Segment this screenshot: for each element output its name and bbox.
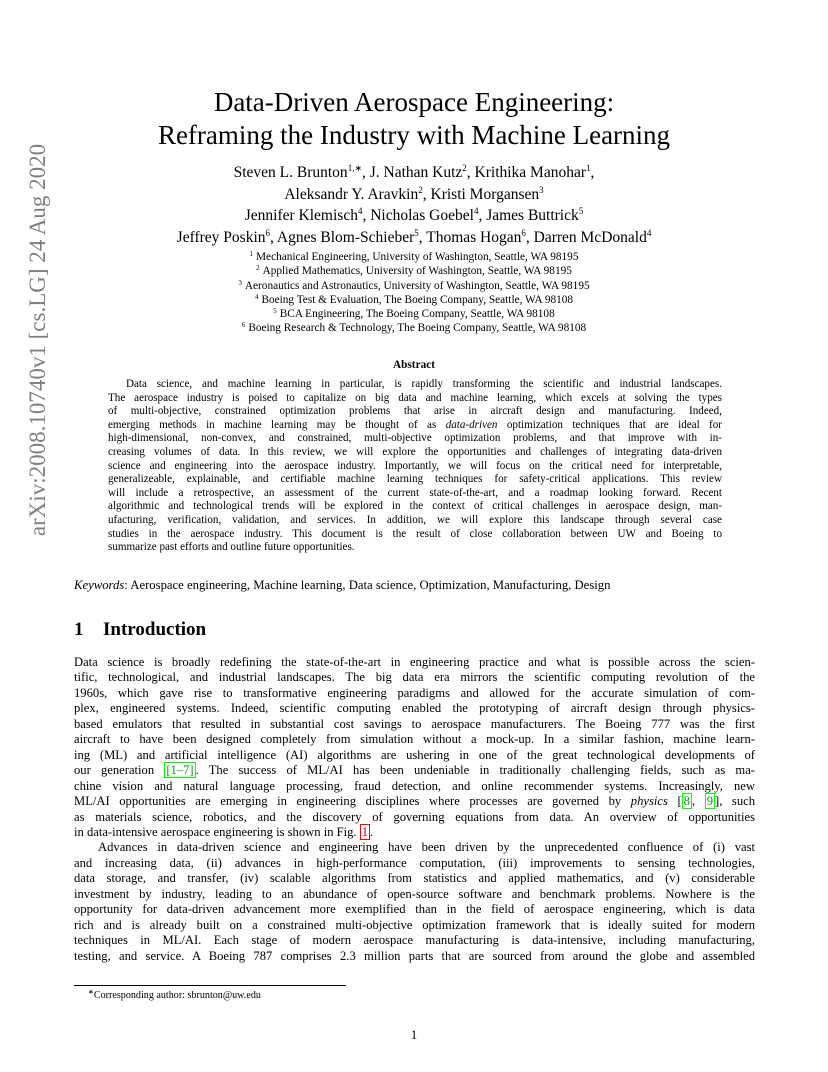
- author-affil-sup: 6: [521, 227, 526, 238]
- affiliation-item: $^3$ Aeronautics and Astronautics, University of Washington, Seattle, WA 98195: [238, 278, 590, 292]
- body-line: in data-intensive aerospace engineering is shown in Fig. 1 .: [74, 824, 374, 839]
- affiliation-item: $^2$ Applied Mathematics, University of Washington, Seattle, WA 98195: [256, 264, 572, 278]
- author-line-2: Aleksandr Y. Aravkin$^2$, Kristi Morgansen$^3$: [284, 184, 544, 203]
- figure-reference-link[interactable]: 1: [361, 824, 369, 839]
- author-affil-sup: 3: [539, 184, 544, 195]
- author-affil-sup: 1: [586, 163, 591, 173]
- section-number: 1: [74, 619, 84, 640]
- body-line: chine vision and natural language processing, fraud detection, and online recommender systems. Increasingly, new: [74, 778, 755, 793]
- emphasis-data-driven: data-driven: [445, 418, 498, 431]
- abstract-line: generalizeable, explainable, and certifiable machine learning techniques for safety-critical applications. This review: [108, 473, 722, 486]
- citation-link[interactable]: 8: [683, 794, 690, 809]
- abstract-line: studies in the aerospace industry. This document is the result of close collaboration between UW and Boeing to: [108, 527, 722, 540]
- body-line: aircraft to have been designed completely from simulation without a mock-up. In a similar fashion, machine learn-: [74, 732, 755, 747]
- author-affil-sup: 4: [357, 206, 363, 216]
- section-title: Introduction: [103, 619, 207, 640]
- citation-link[interactable]: 9: [706, 794, 713, 809]
- author-affil-sup: 1,∗: [347, 163, 362, 173]
- body-line: ing (ML) and artificial intelligence (AI) algorithms are ushering in one of the great technological developments of: [74, 747, 755, 762]
- abstract-line: of multi-objective, constrained optimization problems that arise in aircraft design and manufacturing. Indeed,: [108, 405, 722, 418]
- body-line: tific, technological, and industrial landscapes. The big data era mirrors the scientific computing revolution of the: [74, 670, 755, 685]
- author-affil-sup: 5: [414, 227, 419, 238]
- author-affil-sup: 2: [418, 184, 423, 195]
- affiliation-list: [80, 251, 748, 337]
- abstract-line: science and engineering into the aerospace industry. Importantly, we will focus on the critical need for interpretable,: [108, 459, 722, 472]
- author-affil-sup: 2: [462, 163, 467, 173]
- body-line: 1960s, which gave rise to transformative engineering paradigms and allowed for the accurate simulation of com-: [74, 685, 755, 700]
- abstract-line: The aerospace industry is poised to capitalize on big data and machine learning, which excels at solving the types: [108, 391, 722, 404]
- body-line: techniques in ML/AI. Each stage of modern aerospace manufacturing is data-intensive, including manufacturing,: [74, 933, 755, 948]
- author-affil-sup: 4: [646, 227, 652, 238]
- title-line-2: Reframing the Industry with Machine Learning: [157, 120, 671, 150]
- author-name: Agnes Blom-Schieber: [276, 228, 415, 246]
- author-name: James Buttrick: [486, 207, 579, 224]
- author-name: Aleksandr Y. Aravkin: [284, 185, 419, 203]
- abstract-line: creasing volumes of data. In this review, we will explore the opportunities and challenges of integrating data-driven: [108, 445, 722, 458]
- author-name: Jennifer Klemisch: [244, 207, 358, 224]
- keywords-label: Keywords: [74, 578, 125, 592]
- title-line-1: Data-Driven Aerospace Engineering:: [213, 87, 615, 117]
- keywords: [74, 578, 610, 593]
- author-name: J. Nathan Kutz: [369, 164, 463, 181]
- author-name: Steven L. Brunton: [233, 164, 348, 181]
- body-line: our generation [1–7] . The success of ML/AI has been undeniable in traditionally challenging fields, such as ma-: [74, 763, 756, 778]
- author-name: Thomas Hogan: [426, 228, 522, 246]
- author-name: Darren McDonald: [533, 228, 647, 246]
- abstract-line: high-dimensional, non-convex, and constrained, multi-objective optimization problems, and that improve with in-: [108, 432, 722, 445]
- footnote-rule: [74, 985, 346, 986]
- author-affil-sup: 6: [265, 227, 271, 238]
- body-line: investment by industry, leading to an abundance of open-source software and benchmark problems. Nowhere is the: [74, 886, 755, 901]
- abstract-line: ufacturing, verification, validation, and services. In addition, we will explore this landscape through several case: [108, 513, 722, 526]
- section-heading: [74, 619, 206, 641]
- author-name: Nicholas Goebel: [370, 207, 474, 224]
- body-line: testing, and service. A Boeing 787 comprises 2.3 million parts that are sourced from around the globe and assembled: [74, 948, 755, 963]
- body-line: based emulators that resulted in substantial cost savings to aerospace manufacturers. The Boeing 777 was the first: [74, 716, 755, 731]
- author-name: Krithika Manohar: [474, 164, 587, 181]
- abstract-heading: Abstract: [392, 359, 436, 371]
- author-list: [80, 163, 748, 249]
- author-affil-sup: 5: [578, 206, 584, 216]
- body-line: and increasing data, (ii) advances in high-performance computation, (iii) improvements to sensing technologies,: [74, 855, 755, 870]
- abstract-line: summarize past efforts and outline future opportunities.: [108, 541, 355, 554]
- abstract-line: Data science, and machine learning in particular, is rapidly transforming the scientific and industrial landscapes.: [126, 378, 722, 390]
- body-line: ML/AI opportunities are emerging in engineering disciplines where processes are governed by physics [ 8 , 9 ], such: [74, 794, 756, 809]
- footnote-text: Corresponding author: sbrunton@uw.edu: [93, 990, 261, 1001]
- body-line: plex, engineered systems. Indeed, scientific computing enabled the prototyping of aircraft design through physics-: [74, 701, 755, 716]
- abstract-line: emerging methods in machine learning may be thought of as data-driven optimization techniques that are ideal for: [108, 418, 722, 431]
- author-line-4: Jeffrey Poskin$^6$, Agnes Blom-Schieber$^5$, Thomas Hogan$^6$, Darren McDonald$^4$: [176, 227, 652, 246]
- author-name: Jeffrey Poskin: [176, 228, 266, 246]
- body-line: Advances in data-driven science and engineering have been driven by the unprecedented confluence of (i) vast: [98, 840, 755, 855]
- affiliation-item: $^5$ BCA Engineering, The Boeing Company, Seattle, WA 98108: [273, 307, 555, 321]
- author-name: Kristi Morgansen: [430, 185, 540, 203]
- arxiv-sidebar-id: arXiv:2008.10740v1 [cs.LG] 24 Aug 2020: [25, 143, 50, 537]
- body-text: [74, 655, 755, 964]
- author-affil-sup: 4: [473, 206, 479, 216]
- body-line: Data science is broadly redefining the state-of-the-art in engineering practice and what is possible across the scien-: [74, 655, 755, 669]
- author-line-3: Jennifer Klemisch$^4$, Nicholas Goebel$^4$, James Buttrick$^5$: [244, 206, 584, 224]
- page-number: 1: [410, 1028, 418, 1042]
- body-line: rich and is already built on a constrained multi-objective optimization framework that is ideally suited for modern: [74, 917, 755, 932]
- footnote-marker: ∗: [88, 988, 94, 996]
- emphasis-physics: physics: [630, 794, 668, 809]
- affiliation-item: $^4$ Boeing Test & Evaluation, The Boeing Company, Seattle, WA 98108: [254, 292, 574, 306]
- abstract-line: algorithmic and technological trends will be explored in the context of critical challenges in aerospace design, man-: [108, 500, 722, 513]
- body-line: data storage, and transfer, (iv) scalable algorithms from statistics and applied mathematics, and (v) considerable: [74, 871, 755, 886]
- affiliation-item: $^1$ Mechanical Engineering, University of Washington, Seattle, WA 98195: [249, 250, 579, 263]
- body-line: as materials science, robotics, and the discovery of governing equations from data. An overview of opportunities: [74, 809, 755, 824]
- abstract-body: [108, 378, 722, 555]
- keywords-text: : Aerospace engineering, Machine learning, Data science, Optimization, Manufacturing, Design: [124, 578, 611, 592]
- footnote: [88, 990, 261, 1001]
- affiliation-item: $^6$ Boeing Research & Technology, The Boeing Company, Seattle, WA 98108: [241, 321, 587, 335]
- author-line-1: Steven L. Brunton$^{1,∗}$, J. Nathan Kutz$^2$, Krithika Manohar$^1$,: [233, 163, 595, 181]
- paper-title: [80, 86, 748, 152]
- abstract-line: will include a retrospective, an assessment of the current state-of-the-art, and a roadmap looking forward. Recent: [108, 486, 722, 499]
- body-line: opportunity for data-driven advancement more exemplified than in the field of aerospace engineering, which is data: [74, 902, 755, 917]
- citation-link[interactable]: [1–7]: [166, 763, 194, 778]
